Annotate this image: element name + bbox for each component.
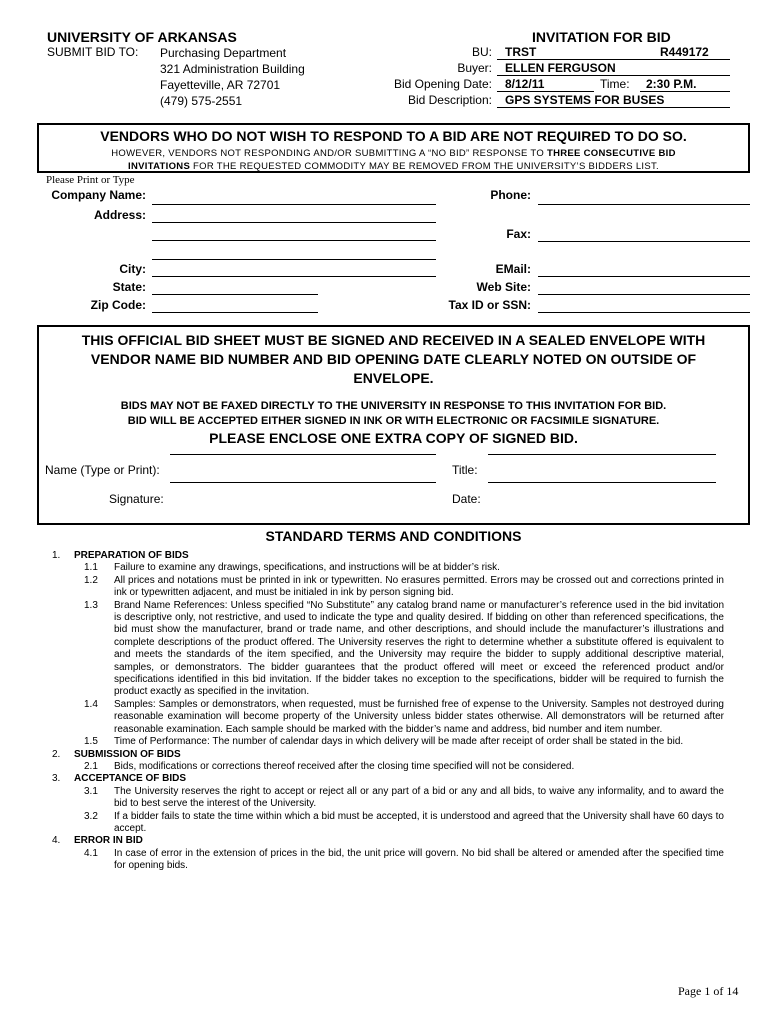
clause-3-1	[52, 786, 724, 811]
clause-number: 1.3	[84, 599, 98, 611]
clause-4-1	[52, 848, 724, 873]
terms-heading: STANDARD TERMS AND CONDITIONS	[265, 528, 522, 544]
time-value: 2:30 P.M.	[646, 77, 697, 91]
address-field-2[interactable]	[152, 240, 436, 241]
clause-3-2	[52, 811, 724, 836]
address-label: Address:	[93, 208, 146, 222]
address-line: Fayetteville, AR 72701	[160, 78, 281, 92]
sign-box-line2: BID WILL BE ACCEPTED EITHER SIGNED IN INK OR WITH ELECTRONIC OR FACSIMILE SIGNATURE.	[127, 415, 660, 427]
clause-text: In case of error in the extension of prices in the bid, the unit price will govern. No bid shall be altered or amended after the specified time for opening bids.	[114, 847, 724, 872]
university-name: UNIVERSITY OF ARKANSAS	[47, 29, 237, 45]
company-name-label: Company Name:	[51, 188, 146, 202]
print-hint: Please Print or Type	[46, 174, 135, 186]
notice-line1: HOWEVER, VENDORS NOT RESPONDING AND/OR SUBMITTING A “NO BID” RESPONSE TO	[111, 148, 545, 159]
clause-1-2	[52, 575, 724, 600]
section-error	[52, 835, 724, 847]
city-field[interactable]	[152, 276, 436, 277]
bu-underline	[497, 59, 730, 60]
time-label: Time:	[600, 77, 630, 91]
section-number: 4.	[52, 835, 61, 847]
terms-body	[52, 550, 724, 873]
zip-code-field[interactable]	[152, 312, 318, 313]
sign-box-title: THIS OFFICIAL BID SHEET MUST BE SIGNED AND RECEIVED IN A SEALED ENVELOPE WITH VENDOR NAME BID NUMBER AND BID OPENING DATE CLEARLY NOTED ON OUTSIDE OF ENVELOPE.	[81, 332, 706, 386]
section-number: 1.	[52, 550, 61, 561]
submit-bid-label: SUBMIT BID TO:	[47, 45, 139, 59]
section-title: SUBMISSION OF BIDS	[74, 748, 181, 760]
address-line: Purchasing Department	[160, 46, 287, 60]
opening-date-label: Bid Opening Date:	[393, 77, 492, 91]
address-line: 321 Administration Building	[160, 62, 305, 76]
buyer-underline	[497, 75, 730, 76]
phone-field[interactable]	[538, 204, 750, 205]
clause-1-3	[52, 600, 724, 699]
clause-number: 3.2	[84, 810, 98, 822]
clause-1-1	[52, 562, 724, 574]
address-field-1[interactable]	[152, 222, 436, 223]
clause-number: 1.4	[84, 698, 98, 710]
clause-2-1	[52, 761, 724, 773]
city-label: City:	[119, 262, 146, 276]
notice-line2: FOR THE REQUESTED COMMODITY MAY BE REMOVED FROM THE UNIVERSITY’S BIDDERS LIST.	[193, 161, 659, 172]
clause-text: If a bidder fails to state the time within which a bid must be accepted, it is understood and agreed that the University shall have 60 days to accept.	[114, 810, 724, 834]
clause-text: The University reserves the right to accept or reject all or any part of a bid or any and all bids, to waive any informality, and to award the bid to best serve the interest of the University.	[114, 785, 724, 810]
clause-text: Time of Performance: The number of calendar days in which delivery will be made after receipt of order shall be stated in the bid.	[114, 736, 684, 748]
notice-line2-bold: INVITATIONS	[128, 161, 191, 172]
section-preparation	[52, 550, 724, 562]
clause-text: Failure to examine any drawings, specifications, and instructions will be at bidder’s risk.	[114, 562, 500, 574]
address-field-3[interactable]	[152, 259, 436, 260]
email-field[interactable]	[538, 276, 750, 277]
buyer-value: ELLEN FERGUSON	[505, 61, 616, 75]
state-label: State:	[112, 280, 146, 294]
bu-label: BU:	[471, 45, 492, 59]
name-field[interactable]	[170, 482, 436, 483]
date-label: Date:	[452, 492, 481, 506]
clause-number: 4.1	[84, 847, 98, 859]
notice-line1-bold: THREE CONSECUTIVE BID	[547, 148, 676, 159]
clause-number: 3.1	[84, 785, 98, 797]
bu-value: TRST	[505, 45, 537, 59]
clause-text: Bids, modifications or corrections thereof received after the closing time specified will not be considered.	[114, 760, 575, 772]
submit-address	[160, 45, 305, 109]
address-line: (479) 575-2551	[160, 94, 243, 108]
opening-date-underline	[497, 91, 594, 92]
document-title: INVITATION FOR BID	[532, 29, 671, 45]
enclose-copy-note: PLEASE ENCLOSE ONE EXTRA COPY OF SIGNED BID.	[209, 430, 578, 446]
buyer-label: Buyer:	[457, 61, 492, 75]
section-title: PREPARATION OF BIDS	[74, 550, 189, 561]
time-underline	[640, 91, 730, 92]
zip-code-label: Zip Code:	[90, 298, 146, 312]
clause-text: Brand Name References: Unless specified “No Substitute” any catalog brand name or manufacturer’s reference used in the bid invitation is descriptive only, not restrictive, and used to indicate the type and quality desired. If bidding on other than referenced specifications, the bid must show the manufacturer, brand or trade name, and other descriptions, and should include the manufacturer’s illustrations and complete descriptions of the product offered. The University reserves the right to determine whether a substitute offered is equivalent to and meets the standards of the item specified, and the University may require the bidder to supply additional descriptive material, samples, or demonstrators. The bidder guarantees that the product offered will meet or exceed the referenced product and/or specifications identified in this bid invitation. If the bidder takes no exception to the specifications, bidder will be required to furnish the product exactly as specified in the invitation.	[114, 599, 724, 698]
clause-number: 1.1	[84, 562, 98, 574]
section-title: ERROR IN BID	[74, 835, 143, 847]
clause-1-5	[52, 736, 724, 748]
section-number: 2.	[52, 748, 61, 760]
name-label: Name (Type or Print):	[45, 463, 160, 477]
bid-description-label: Bid Description:	[407, 93, 492, 107]
notice-text	[39, 147, 748, 173]
section-number: 3.	[52, 773, 61, 785]
signature-label: Signature:	[109, 492, 164, 506]
website-label: Web Site:	[476, 280, 531, 294]
bid-number: R449172	[660, 45, 709, 59]
clause-text: Samples: Samples or demonstrators, when requested, must be furnished free of expense to the University. Samples not destroyed during reasonable examination will become property of the University unless bidder states otherwise. All demonstrators will be returned after reasonable examination. Each sample should be marked with the bidder’s name and address, bid number and item number.	[114, 698, 724, 735]
website-field[interactable]	[538, 294, 750, 295]
clause-number: 1.2	[84, 574, 98, 586]
title-field[interactable]	[488, 482, 716, 483]
name-top-line	[170, 454, 436, 455]
company-name-field[interactable]	[152, 204, 436, 205]
bid-description-underline	[497, 107, 730, 108]
section-submission	[52, 749, 724, 761]
tax-id-field[interactable]	[538, 312, 750, 313]
bid-description-value: GPS SYSTEMS FOR BUSES	[505, 93, 665, 107]
page-number: Page 1 of 14	[678, 984, 739, 998]
section-title: ACCEPTANCE OF BIDS	[74, 773, 187, 785]
opening-date-value: 8/12/11	[505, 77, 545, 91]
clause-1-4	[52, 699, 724, 736]
notice-title: VENDORS WHO DO NOT WISH TO RESPOND TO A BID ARE NOT REQUIRED TO DO SO.	[100, 128, 687, 144]
section-acceptance	[52, 773, 724, 785]
notice-box	[37, 123, 750, 173]
tax-id-label: Tax ID or SSN:	[448, 298, 531, 312]
clause-number: 2.1	[84, 760, 98, 772]
phone-label: Phone:	[490, 188, 531, 202]
sign-box-line1: BIDS MAY NOT BE FAXED DIRECTLY TO THE UNIVERSITY IN RESPONSE TO THIS INVITATION FOR BID.	[120, 400, 667, 412]
clause-number: 1.5	[84, 736, 98, 748]
title-top-line	[488, 454, 716, 455]
clause-text: All prices and notations must be printed in ink or typewritten. No erasures permitted. Errors may be crossed out and corrections printed in ink or typewritten adjacent, and must be initialed in ink by person signing bid.	[114, 574, 724, 599]
fax-label: Fax:	[506, 227, 531, 241]
email-label: EMail:	[495, 262, 531, 276]
title-label: Title:	[452, 463, 478, 477]
fax-field[interactable]	[538, 241, 750, 242]
state-field[interactable]	[152, 294, 318, 295]
